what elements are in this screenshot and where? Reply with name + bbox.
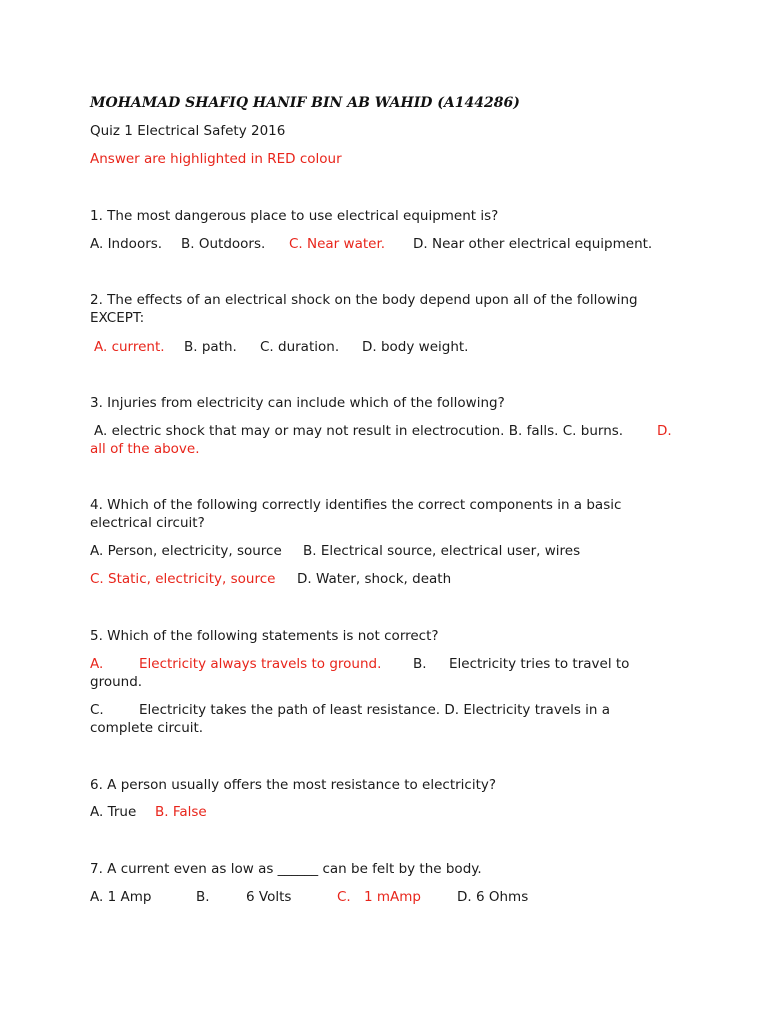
q7-option-a: A. 1 Amp [90, 889, 152, 905]
q5-option-a-answer: Electricity always travels to ground. [139, 656, 382, 672]
q1-option-a: A. Indoors. [90, 236, 163, 252]
question-2-text-line2: EXCEPT: [90, 310, 145, 326]
q4-option-b: B. Electrical source, electrical user, wires [303, 543, 581, 559]
q7-option-c-letter: C. [337, 889, 351, 905]
question-4-text-line2: electrical circuit? [90, 515, 205, 531]
q2-option-d: D. body weight. [362, 339, 469, 355]
q5-option-c-letter: C. [90, 702, 104, 718]
question-3-text: 3. Injuries from electricity can include which of the following? [90, 395, 505, 411]
q7-option-b: 6 Volts [246, 889, 292, 905]
q6-option-b-answer: B. False [155, 804, 207, 820]
q4-option-c-answer: C. Static, electricity, source [90, 571, 276, 587]
q3-options-abc: A. electric shock that may or may not result in electrocution. B. falls. C. burns. [94, 423, 624, 439]
q7-option-d: D. 6 Ohms [457, 889, 529, 905]
q5-option-b: Electricity tries to travel to [449, 656, 630, 672]
document-title: Quiz 1 Electrical Safety 2016 [90, 123, 286, 139]
question-2-text-line1: 2. The effects of an electrical shock on the body depend upon all of the following [90, 292, 638, 308]
q6-option-a: A. True [90, 804, 137, 820]
q5-option-b-cont: ground. [90, 674, 143, 690]
q2-option-a-answer: A. current. [94, 339, 165, 355]
question-4-text-line1: 4. Which of the following correctly identifies the correct components in a basic [90, 497, 622, 513]
q5-option-d-cont: complete circuit. [90, 720, 204, 736]
q2-option-b: B. path. [184, 339, 237, 355]
q7-option-b-letter: B. [196, 889, 210, 905]
answer-note: Answer are highlighted in RED colour [90, 151, 342, 167]
question-7-text: 7. A current even as low as ______ can be felt by the body. [90, 861, 482, 877]
q5-option-a-letter: A. [90, 656, 104, 672]
question-5-text: 5. Which of the following statements is not correct? [90, 628, 439, 644]
q1-option-c-answer: C. Near water. [289, 236, 386, 252]
question-6-text: 6. A person usually offers the most resistance to electricity? [90, 777, 497, 793]
q1-option-d: D. Near other electrical equipment. [413, 236, 653, 252]
q5-option-c-d: Electricity takes the path of least resistance. D. Electricity travels in a [139, 702, 611, 718]
q1-option-b: B. Outdoors. [181, 236, 266, 252]
q5-option-b-letter: B. [413, 656, 427, 672]
q3-option-d-answer: D. [657, 423, 672, 439]
q2-option-c: C. duration. [260, 339, 340, 355]
question-1-text: 1. The most dangerous place to use electrical equipment is? [90, 208, 499, 224]
author-name: MOHAMAD SHAFIQ HANIF BIN AB WAHID (A144286) [90, 95, 520, 111]
q4-option-a: A. Person, electricity, source [90, 543, 282, 559]
q7-option-c-answer: 1 mAmp [364, 889, 421, 905]
q3-option-d-answer-cont: all of the above. [90, 441, 200, 457]
q4-option-d: D. Water, shock, death [297, 571, 452, 587]
